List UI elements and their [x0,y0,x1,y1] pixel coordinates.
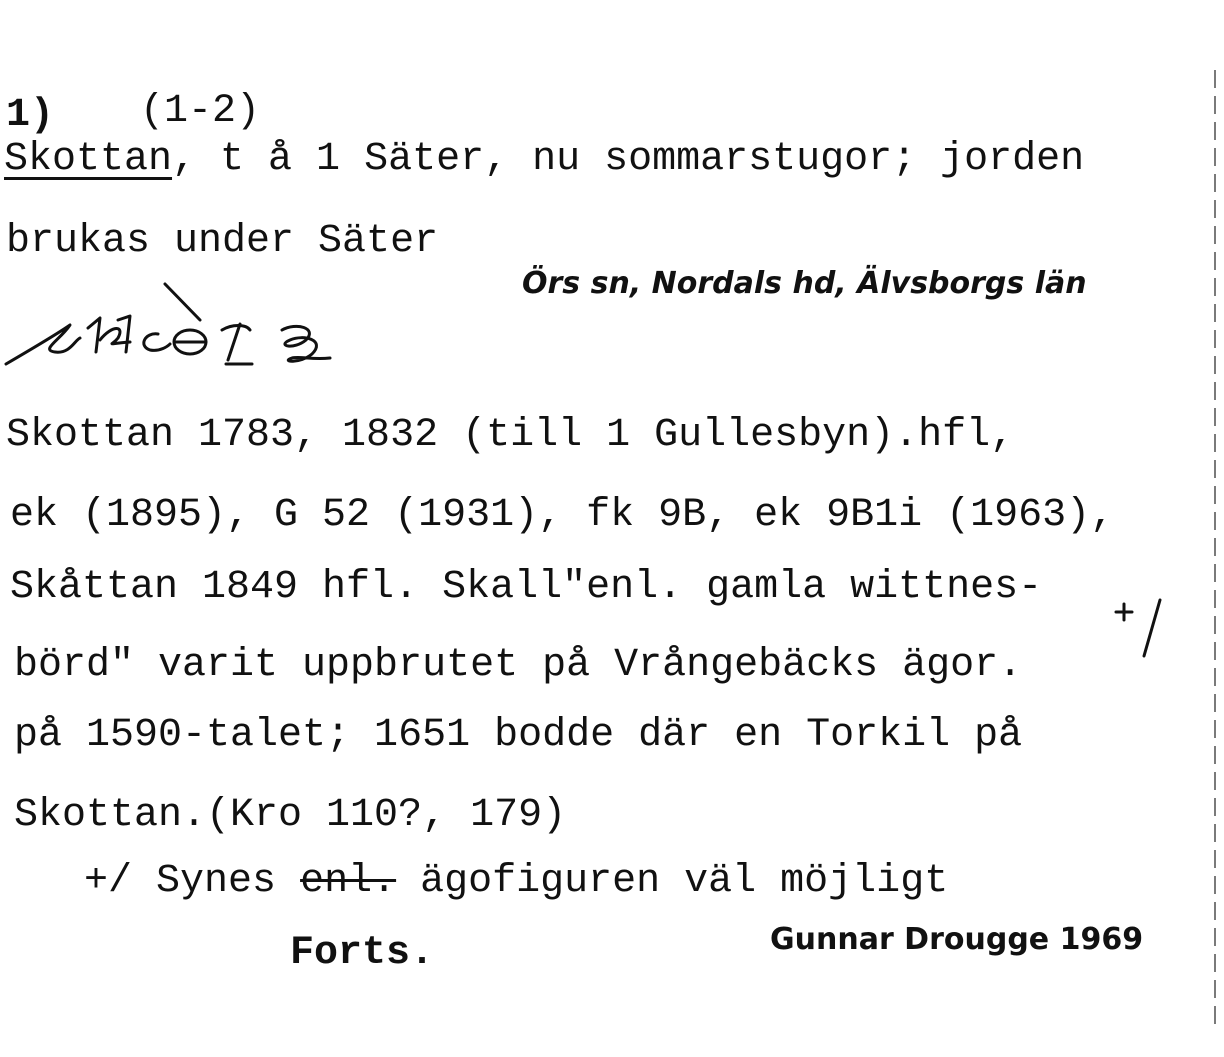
card-edge [1214,70,1216,1030]
line-2: brukas under Säter [6,219,439,264]
body-line-6: Skottan.(Kro 110?, 179) [14,793,567,838]
footnote-prefix: Synes [156,859,277,904]
entry-number: 1) [6,93,55,138]
continuation: Forts. [290,931,435,976]
line-1 [4,137,1085,182]
body-line-2: ek (1895), G 52 (1931), fk 9B, ek 9B1i (1963), [10,493,1115,538]
body-line-3: Skåttan 1849 hfl. Skall"enl. gamla wittnes- [10,565,1043,610]
body-line-4: börd" varit uppbrutet på Vrångebäcks ägor. [14,643,1023,688]
handwritten-pronunciation [0,280,360,390]
author-stamp: Gunnar Drougge 1969 [770,922,1144,957]
entry-range: (1-2) [140,89,261,134]
line-1-rest: , t å 1 Säter, nu sommarstugor; jorden [172,137,1085,182]
body-line-5: på 1590-talet; 1651 bodde där en Torkil på [14,713,1023,758]
footnote-marker: +/ [84,859,133,904]
insertion-mark [1108,592,1178,662]
body-line-1: Skottan 1783, 1832 (till 1 Gullesbyn).hfl, [6,413,1015,458]
headword: Skottan [4,137,173,182]
footnote-struck: enl. [300,859,397,904]
footnote [84,859,949,904]
location-stamp: Örs sn, Nordals hd, Älvsborgs län [522,266,1087,301]
footnote-rest: ägofiguren väl möjligt [420,859,949,904]
